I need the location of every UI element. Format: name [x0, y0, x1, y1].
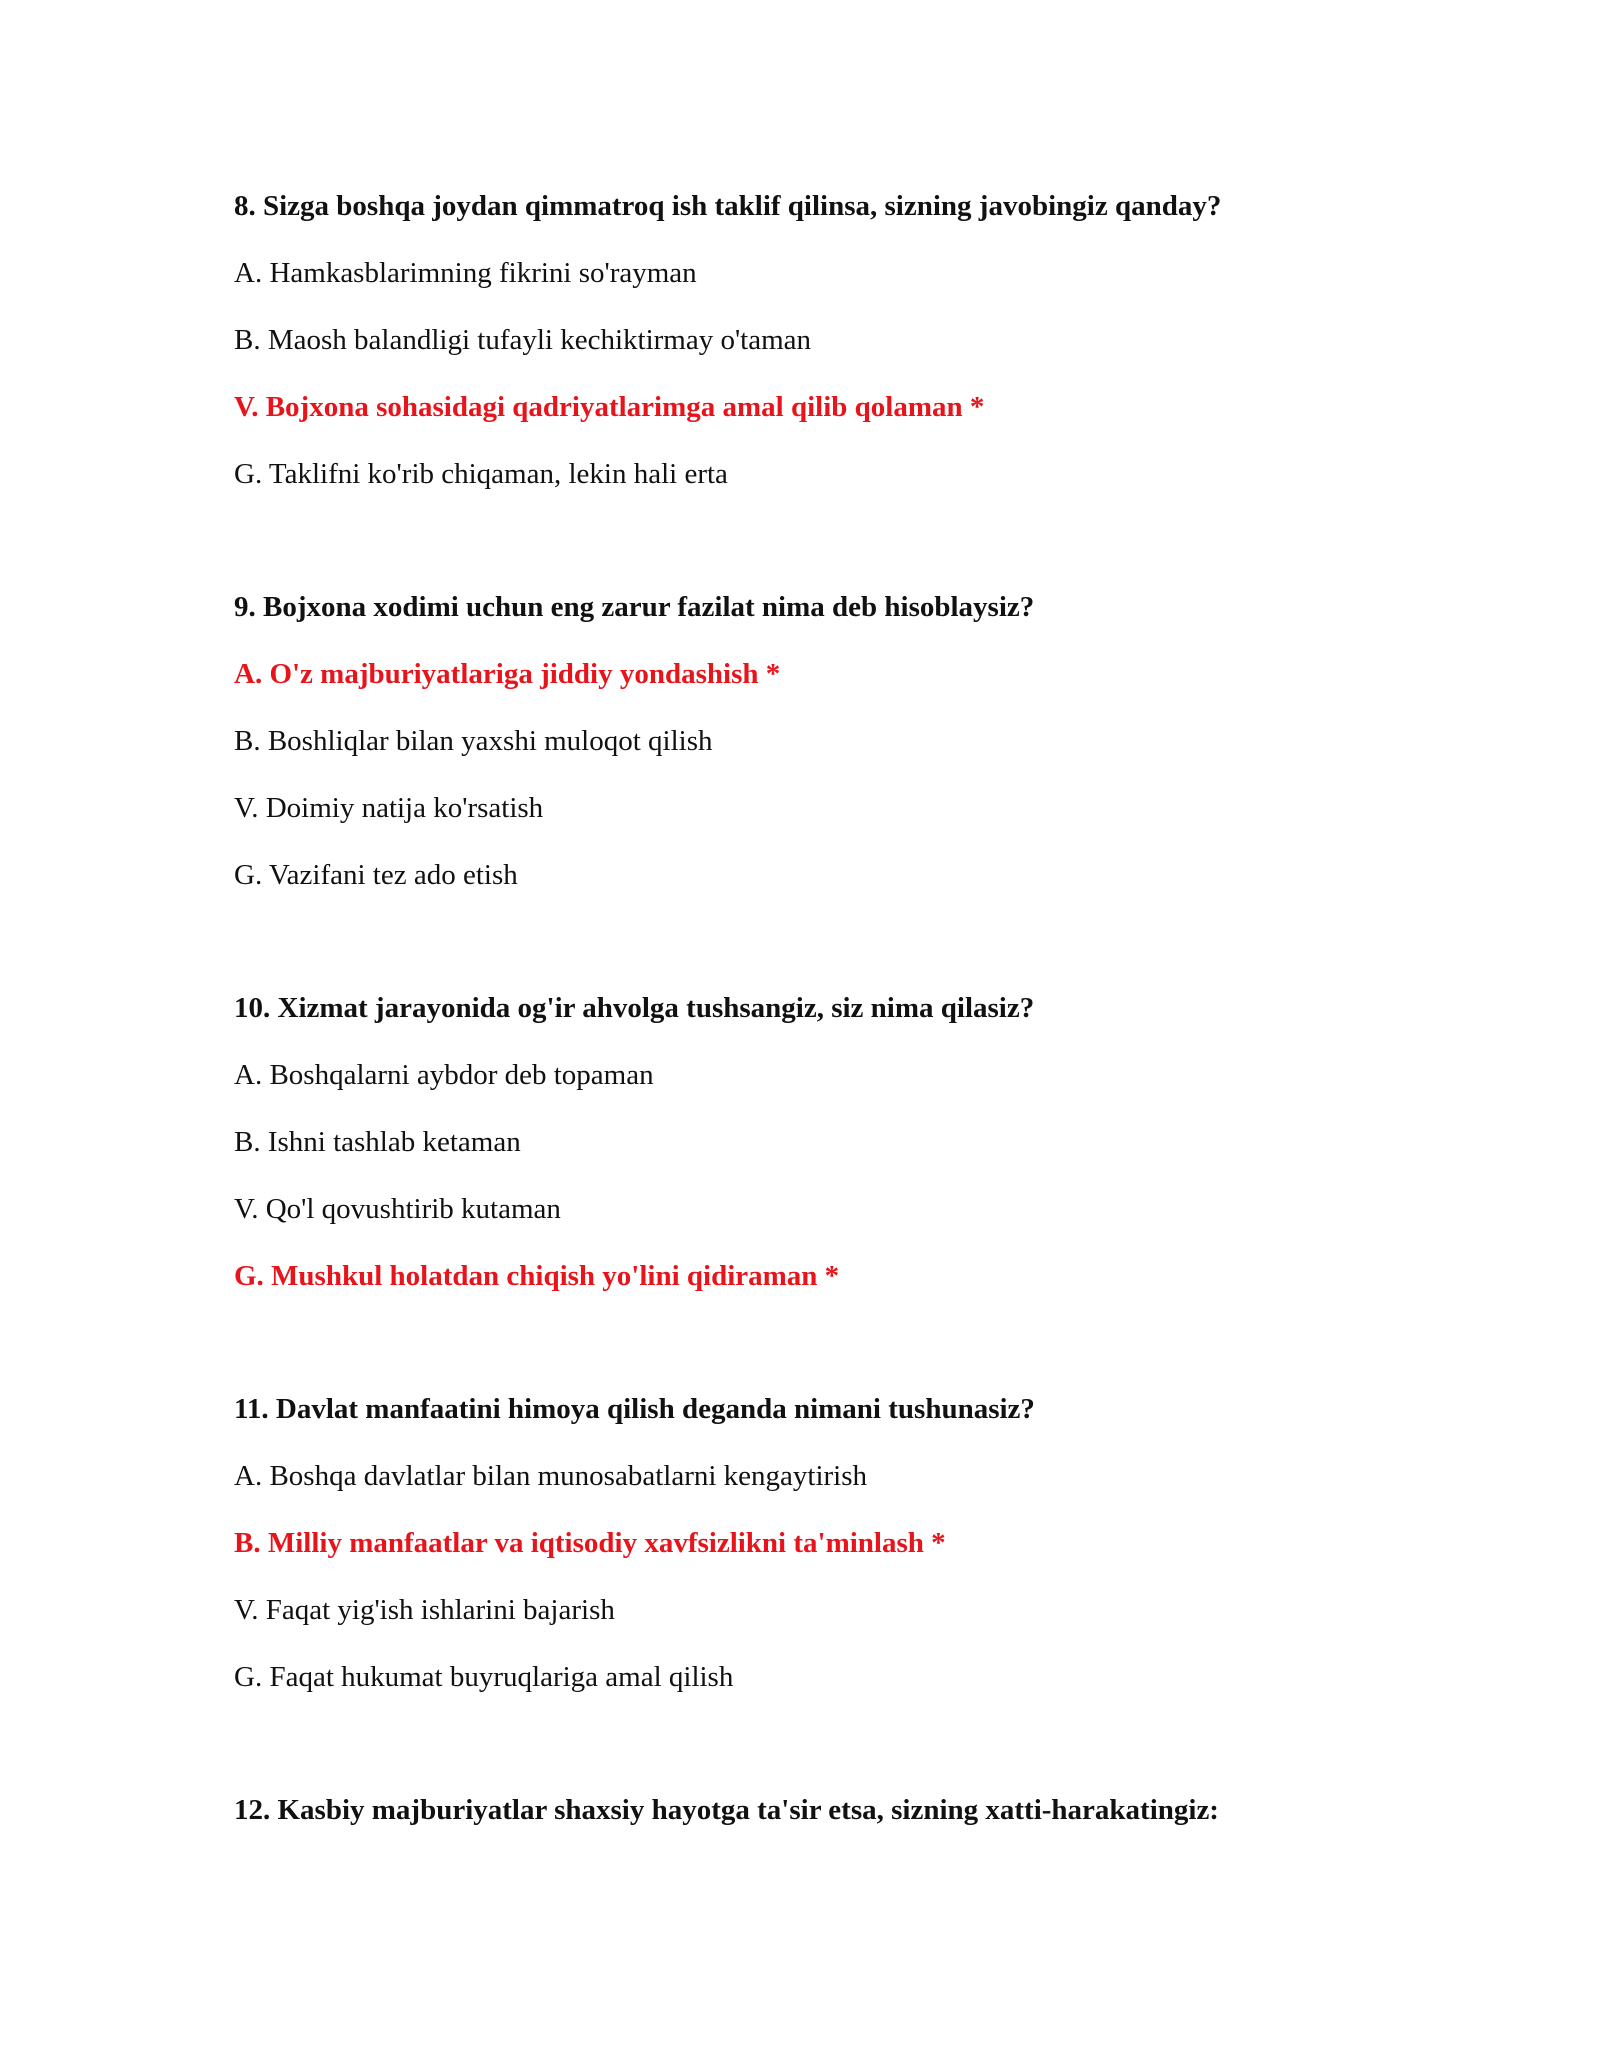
answer-option: G. Faqat hukumat buyruqlariga amal qilish	[234, 1661, 734, 1693]
answer-option-correct: V. Bojxona sohasidagi qadriyatlarimga amal qilib qolaman *	[234, 391, 985, 423]
answer-option: G. Vazifani tez ado etish	[234, 859, 518, 891]
question-block	[234, 1790, 1434, 1830]
question-text: 12. Kasbiy majburiyatlar shaxsiy hayotga ta'sir etsa, sizning xatti-harakatingiz:	[234, 1794, 1219, 1826]
question-block	[234, 1389, 1434, 1697]
answer-option: B. Maosh balandligi tufayli kechiktirmay o'taman	[234, 324, 812, 356]
answer-option-correct: B. Milliy manfaatlar va iqtisodiy xavfsizlikni ta'minlash *	[234, 1527, 946, 1559]
question-block	[234, 186, 1434, 494]
question-block	[234, 587, 1434, 895]
answer-option: G. Taklifni ko'rib chiqaman, lekin hali erta	[234, 458, 728, 490]
answer-option-correct: G. Mushkul holatdan chiqish yo'lini qidiraman *	[234, 1260, 840, 1292]
answer-option: V. Qo'l qovushtirib kutaman	[234, 1193, 561, 1225]
question-text: 11. Davlat manfaatini himoya qilish deganda nimani tushunasiz?	[234, 1393, 1035, 1425]
spacer	[234, 922, 1434, 988]
spacer	[234, 1724, 1434, 1790]
question-block	[234, 988, 1434, 1296]
spacer	[234, 1323, 1434, 1389]
answer-option: V. Faqat yig'ish ishlarini bajarish	[234, 1594, 615, 1626]
question-text: 10. Xizmat jarayonida og'ir ahvolga tushsangiz, siz nima qilasiz?	[234, 992, 1035, 1024]
answer-option: A. Boshqa davlatlar bilan munosabatlarni kengaytirish	[234, 1460, 868, 1492]
answer-option: A. Hamkasblarimning fikrini so'rayman	[234, 257, 697, 289]
answer-option: A. Boshqalarni aybdor deb topaman	[234, 1059, 654, 1091]
answer-option: B. Boshliqlar bilan yaxshi muloqot qilish	[234, 725, 713, 757]
spacer	[234, 521, 1434, 587]
answer-option: V. Doimiy natija ko'rsatish	[234, 792, 544, 824]
document-page	[234, 186, 1434, 1857]
answer-option: B. Ishni tashlab ketaman	[234, 1126, 521, 1158]
question-text: 8. Sizga boshqa joydan qimmatroq ish taklif qilinsa, sizning javobingiz qanday?	[234, 190, 1222, 222]
answer-option-correct: A. O'z majburiyatlariga jiddiy yondashish *	[234, 658, 781, 690]
question-text: 9. Bojxona xodimi uchun eng zarur fazilat nima deb hisoblaysiz?	[234, 591, 1035, 623]
